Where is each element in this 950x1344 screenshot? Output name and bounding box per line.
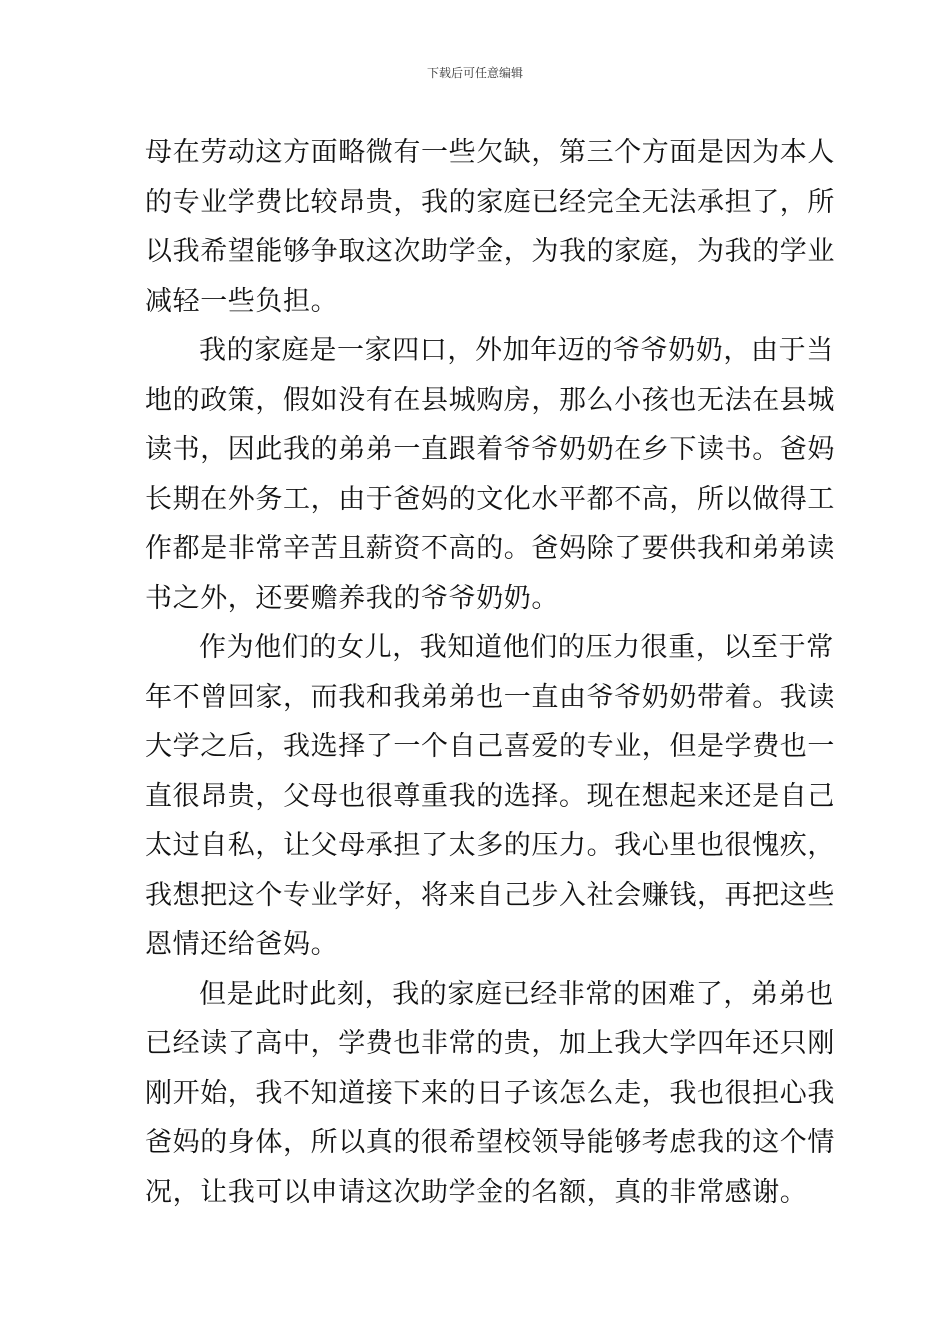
text-line: 书之外，还要赡养我的爷爷奶奶。 bbox=[145, 582, 559, 614]
text-line: 恩情还给爸妈。 bbox=[145, 929, 339, 960]
text-line: 大学之后，我选择了一个自己喜爱的专业，但是学费也一 bbox=[145, 731, 835, 762]
text-line: 况，让我可以申请这次助学金的名额，真的非常感谢。 bbox=[145, 1176, 808, 1208]
page-header: 下载后可任意编辑 bbox=[426, 66, 523, 80]
text-line: 作为他们的女儿，我知道他们的压力很重，以至于常 bbox=[199, 632, 834, 663]
text-line: 读书，因此我的弟弟一直跟着爷爷奶奶在乡下读书。爸妈 bbox=[145, 434, 835, 465]
text-line: 以我希望能够争取这次助学金，为我的家庭，为我的学业 bbox=[145, 236, 835, 267]
document-body bbox=[145, 128, 835, 1217]
paragraph-4 bbox=[145, 970, 835, 1218]
text-line: 作都是非常辛苦且薪资不高的。爸妈除了要供我和弟弟读 bbox=[145, 533, 835, 564]
text-line: 的专业学费比较昂贵，我的家庭已经完全无法承担了，所 bbox=[145, 186, 835, 218]
text-line: 直很昂贵，父母也很尊重我的选择。现在想起来还是自己 bbox=[145, 780, 835, 812]
paragraph-2 bbox=[145, 326, 835, 623]
text-line: 太过自私，让父母承担了太多的压力。我心里也很愧疚， bbox=[145, 830, 835, 861]
text-line: 年不曾回家，而我和我弟弟也一直由爷爷奶奶带着。我读 bbox=[145, 681, 835, 713]
text-line: 刚开始，我不知道接下来的日子该怎么走，我也很担心我 bbox=[145, 1077, 835, 1109]
text-line: 我想把这个专业学好，将来自己步入社会赚钱，再把这些 bbox=[145, 879, 835, 911]
text-line: 母在劳动这方面略微有一些欠缺，第三个方面是因为本人 bbox=[145, 137, 835, 168]
text-line: 已经读了高中，学费也非常的贵，加上我大学四年还只刚 bbox=[145, 1028, 835, 1059]
text-line: 我的家庭是一家四口，外加年迈的爷爷奶奶，由于当 bbox=[199, 335, 834, 366]
text-line: 爸妈的身体，所以真的很希望校领导能够考虑我的这个情 bbox=[145, 1127, 835, 1158]
paragraph-1 bbox=[145, 128, 835, 326]
text-line: 地的政策，假如没有在县城购房，那么小孩也无法在县城 bbox=[145, 384, 835, 416]
text-line: 减轻一些负担。 bbox=[145, 285, 339, 317]
paragraph-3 bbox=[145, 623, 835, 970]
text-line: 但是此时此刻，我的家庭已经非常的困难了，弟弟也 bbox=[199, 978, 834, 1010]
text-line: 长期在外务工，由于爸妈的文化水平都不高，所以做得工 bbox=[145, 483, 835, 515]
